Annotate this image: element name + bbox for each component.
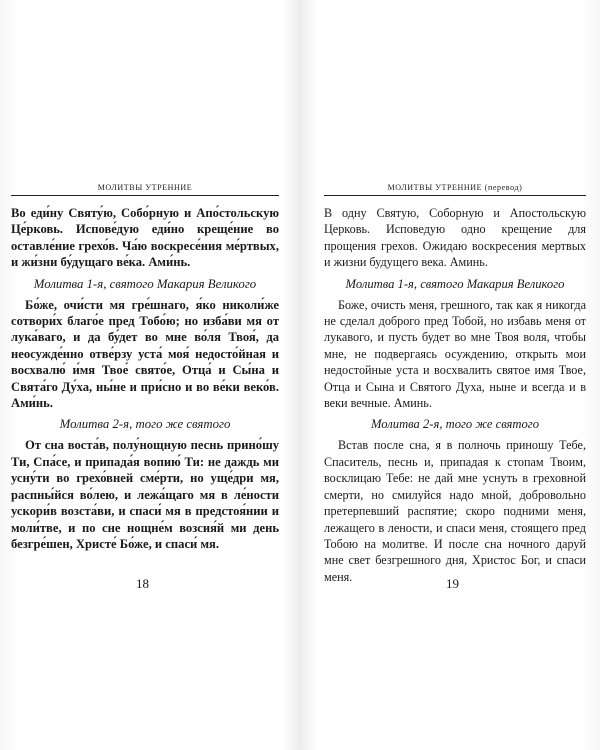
prayer-2-title-translation: Молитва 2-я, того же святого — [370, 417, 540, 432]
page-number-right: 19 — [446, 576, 459, 591]
prayer-2-russian: Встав после сна, я в полночь приношу Тебе, Спаситель, песнь и, припадая к стопам Твоим, восклицаю Тебе: не дай мне уснуть в греховной смерти, но смилуйся надо мной, добровольно претерпевший распятие; скоро подними меня, лежащего в лености, и спаси меня, стоящего пред Тобою на молитве. И после сна ночного даруй мне свет безгрешного дня, Христос Бог, и спаси меня. — [324, 438, 586, 584]
page-number-left: 18 — [136, 576, 149, 591]
running-header-translation: МОЛИТВЫ УТРЕННИЕ (перевод) — [324, 183, 586, 196]
running-header: МОЛИТВЫ УТРЕННИЕ — [11, 183, 279, 196]
left-page — [11, 183, 279, 603]
prayer-1-russian: Боже, очисть меня, грешного, так как я никогда не сделал доброго пред Тобой, но избавь меня от лукавого, и пусть будет во мне Твоя воля, чтобы мне, не подвергаясь осуждению, открыть мои недостойные уста и восхвалить святое имя Твое, Отца и Сына и Святого Духа, ныне и всегда и в веки вечные. Аминь. — [324, 297, 586, 411]
right-page — [324, 183, 586, 603]
prayer-2-church-slavonic: От сна воста́в, полу́нощную песнь прино́шу Ти, Спа́се, и припада́я вопию́ Ти: не даждь ми усну́ти во грехо́вней сме́рти, но уще́дри мя, распны́йся во́лею, и лежа́щаго мя в ле́ности ускори́в возста́ви, и спаси́ мя в предстоя́нии и моли́тве, и по сне нощне́м возсия́й ми день безгре́шен, Христе́ Бо́же, и спаси́ мя. — [11, 438, 279, 551]
creed-ending-russian: В одну Святую, Соборную и Апостольскую Церковь. Исповедую одно крещение для прощения грехов. Ожидаю воскресения мертвых и жизни будущего века. Аминь. — [324, 206, 586, 270]
prayer-1-church-slavonic: Бо́же, очи́сти мя гре́шнаго, я́ко николи́же сотвори́х благо́е пред Тобо́ю; но изба́ви мя от лука́ваго, и да бу́дет во мне во́ля Твоя́, да неосужде́нно отве́рзу уста́ моя́ недосто́йная и восхвалю́ и́мя Твое́ свято́е, Отца́ и Сы́на и Свята́го Ду́ха, ны́не и при́сно и во ве́ки веко́в. Ами́нь. — [11, 297, 279, 411]
prayer-1-title-translation: Молитва 1-я, святого Макария Великого — [345, 276, 565, 291]
prayer-1-title: Молитва 1-я, святого Макария Великого — [33, 276, 257, 291]
prayer-2-title: Молитва 2-я, того же святого — [59, 417, 231, 432]
creed-ending-church-slavonic: Во еди́ну Святу́ю, Собо́рную и Апо́стольскую Це́рковь. Испове́дую еди́но креще́ние во оставле́ние грехо́в. Ча́ю воскресе́ния ме́ртвых, и жи́зни бу́дущаго ве́ка. Ами́нь. — [11, 206, 279, 270]
